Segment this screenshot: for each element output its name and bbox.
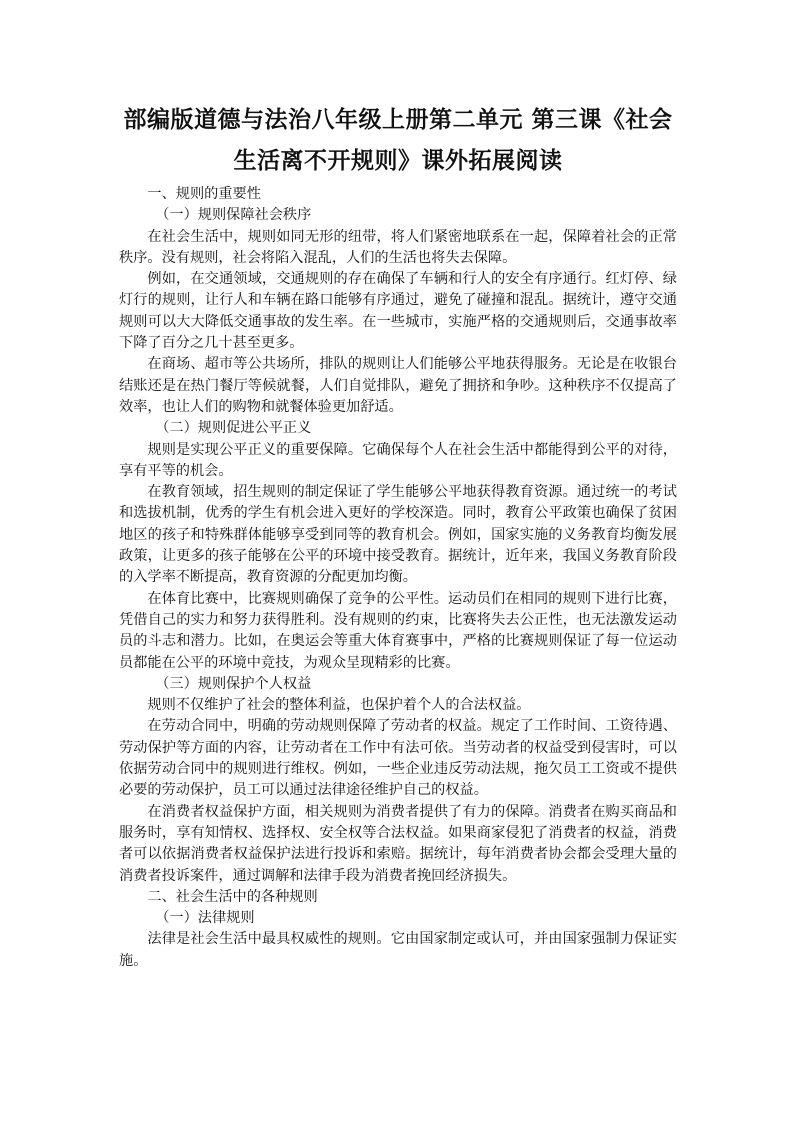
section-heading: 二、社会生活中的各种规则 [147, 888, 318, 905]
document-title: 部编版道德与法治八年级上册第二单元 第三课《社会生活离不开规则》课外拓展阅读 [123, 107, 673, 174]
subsection-heading: （三）规则保护个人权益 [155, 675, 312, 692]
paragraph: 法律是社会生活中最具权威性的规则。它由国家制定或认可，并由国家强制力保证实施。 [119, 931, 677, 969]
paragraph: 在劳动合同中，明确的劳动规则保障了劳动者的权益。规定了工作时间、工资待遇、劳动保护等方面的内容，让劳动者在工作中有法可依。当劳动者的权益受到侵害时，可以依据劳动合同中的规则进行维权。例如，一些企业违反劳动法规，拖欠员工工资或不提供必要的劳动保护，员工可以通过法律途径维护自己的权益。 [119, 718, 677, 799]
paragraph: 规则不仅维护了社会的整体利益，也保护着个人的合法权益。 [147, 697, 531, 714]
subsection-heading: （一）规则保障社会秩序 [155, 207, 312, 224]
subsection-heading: （二）规则促进公平正义 [155, 420, 312, 437]
paragraph: 在社会生活中，规则如同无形的纽带，将人们紧密地联系在一起，保障着社会的正常秩序。没有规则，社会将陷入混乱，人们的生活也将失去保障。 [119, 228, 677, 266]
section-heading: 一、规则的重要性 [147, 186, 261, 202]
paragraph: 例如，在交通领域，交通规则的存在确保了车辆和行人的安全有序通行。红灯停、绿灯行的规则，让行人和车辆在路口能够有序通过，避免了碰撞和混乱。据统计，遵守交通规则可以大大降低交通事故的发生率。在一些城市，实施严格的交通规则后，交通事故率下降了百分之几十甚至更多。 [119, 271, 677, 352]
paragraph: 在消费者权益保护方面，相关规则为消费者提供了有力的保障。消费者在购买商品和服务时，享有知情权、选择权、安全权等合法权益。如果商家侵犯了消费者的权益，消费者可以依据消费者权益保护法进行投诉和索赔。据统计，每年消费者协会都会受理大量的消费者投诉案件，通过调解和法律手段为消费者挽回经济损失。 [119, 803, 677, 884]
paragraph: 在商场、超市等公共场所，排队的规则让人们能够公平地获得服务。无论是在收银台结账还是在热门餐厅等候就餐，人们自觉排队，避免了拥挤和争吵。这种秩序不仅提高了效率，也让人们的购物和就餐体验更加舒适。 [119, 356, 677, 415]
paragraph: 规则是实现公平正义的重要保障。它确保每个人在社会生活中都能得到公平的对待，享有平等的机会。 [119, 441, 677, 479]
document-page [119, 100, 677, 972]
paragraph: 在体育比赛中，比赛规则确保了竞争的公平性。运动员们在相同的规则下进行比赛，凭借自己的实力和努力获得胜利。没有规则的约束，比赛将失去公正性，也无法激发运动员的斗志和潜力。比如，在奥运会等重大体育赛事中，严格的比赛规则保证了每一位运动员都能在公平的环境中竞技，为观众呈现精彩的比赛。 [119, 590, 677, 671]
paragraph: 在教育领域，招生规则的制定保证了学生能够公平地获得教育资源。通过统一的考试和选拔机制，优秀的学生有机会进入更好的学校深造。同时，教育公平政策也确保了贫困地区的孩子和特殊群体能够享受到同等的教育机会。例如，国家实施的义务教育均衡发展政策，让更多的孩子能够在公平的环境中接受教育。据统计，近年来，我国义务教育阶段的入学率不断提高，教育资源的分配更加均衡。 [119, 484, 677, 586]
subsection-heading: （一）法律规则 [155, 910, 255, 927]
